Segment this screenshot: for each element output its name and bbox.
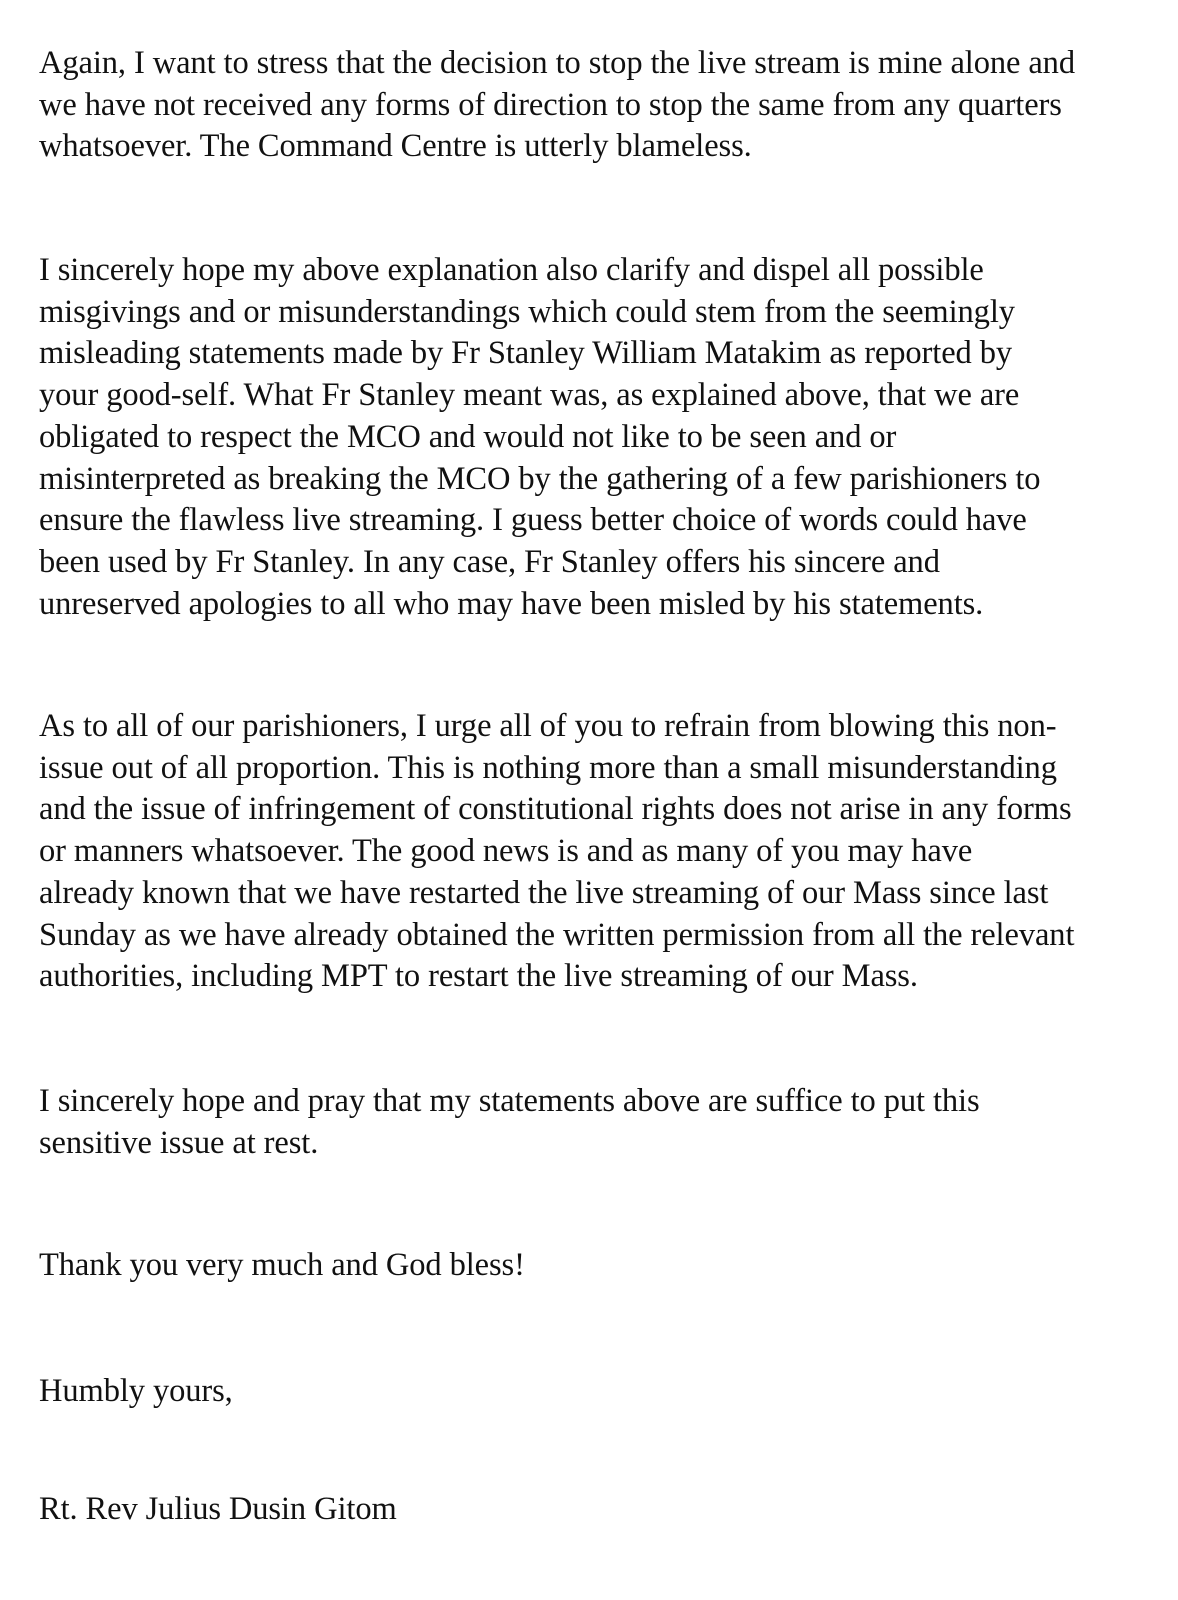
paragraph-live-stream-decision: Again, I want to stress that the decision to stop the live stream is mine alone and we have not received any forms of direction to stop the same from any quarters whatsoever. The Command Centre is utterly blameless. <box>39 45 1075 165</box>
paragraph-parishioners-update: As to all of our parishioners, I urge all of you to refrain from blowing this non- issue out of all proportion. This is nothing more than a small misunderstanding and the issue of infringement of constitutional rights does not arise in any forms or manners whatsoever. The good news is and as many of you may have already known that we have restarted the live streaming of our Mass since last Sunday as we have already obtained the written permission from all the relevant authorities, including MPT to restart the live streaming of our Mass. <box>39 708 1075 995</box>
paragraph-final-hope: I sincerely hope and pray that my statements above are suffice to put this sensitive issue at rest. <box>39 1083 980 1161</box>
closing-line: Thank you very much and God bless! <box>39 1247 525 1283</box>
signature-name: Rt. Rev Julius Dusin Gitom <box>39 1491 397 1527</box>
paragraph-explanation-apology: I sincerely hope my above explanation also clarify and dispel all possible misgivings and or misunderstandings which could stem from the seemingly misleading statements made by Fr Stanley William Matakim as reported by your good-self. What Fr Stanley meant was, as explained above, that we are obligated to respect the MCO and would not like to be seen and or misinterpreted as breaking the MCO by the gathering of a few parishioners to ensure the flawless live streaming. I guess better choice of words could have been used by Fr Stanley. In any case, Fr Stanley offers his sincere and unreserved apologies to all who may have been misled by his statements. <box>39 252 1041 622</box>
signoff-line: Humbly yours, <box>39 1373 233 1409</box>
